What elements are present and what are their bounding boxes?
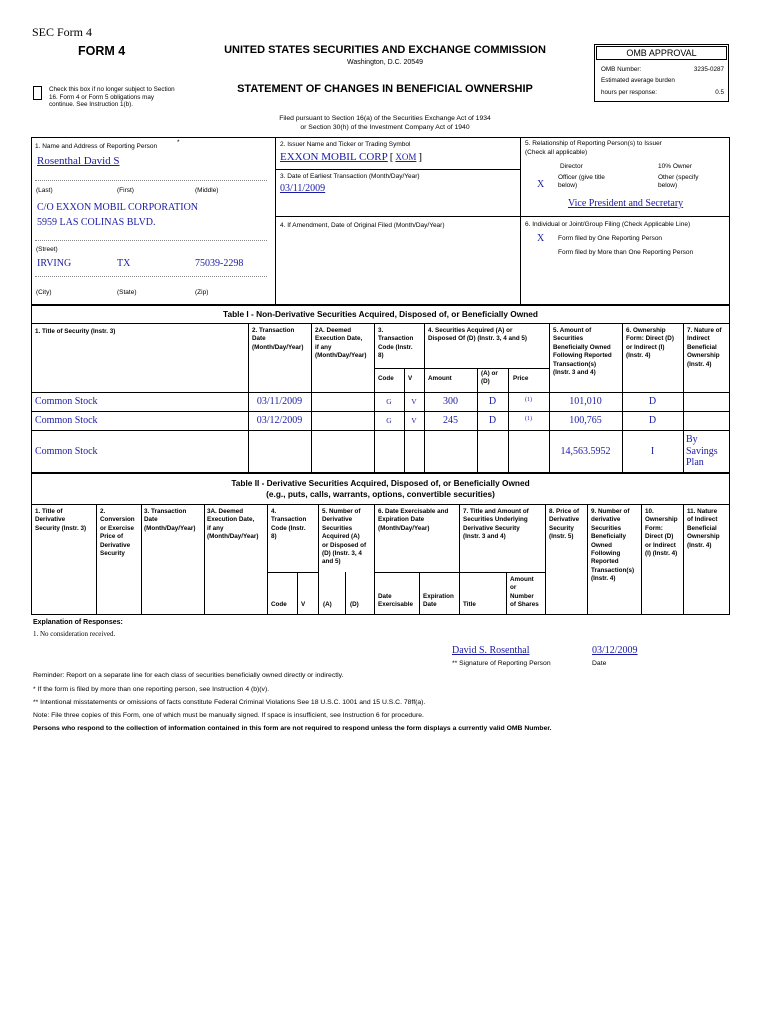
t2-h-a-sub: (A) [323,601,332,608]
t2-h-owned: 9. Number of derivative Securities Beneficially Owned Following Reported Transaction(s) (Instr. 4) [591,508,635,583]
explanation-label: Explanation of Responses: [33,619,123,626]
row2-v: V [411,416,417,425]
footnote-reminder: Reminder: Report on a separate line for each class of securities beneficially owned directly or indirectly. [33,672,344,679]
ten-pct-owner-label: 10% Owner [658,163,692,170]
omb-burden-label: Estimated average burden [601,77,675,84]
row2-aord: D [488,415,497,426]
footnote-note: Note: File three copies of this Form, one of which must be manually signed. If space is insufficient, see Instruction 6 for procedure. [33,712,424,719]
t2-h-date-ex-sub: Date Exercisable [378,593,414,609]
filed-pursuant-1: Filed pursuant to Section 16(a) of the Securities Exchange Act of 1934 [279,115,491,122]
state-label: (State) [117,289,137,296]
signature-label: ** Signature of Reporting Person [452,660,551,667]
t1-h-v-sub: V [408,375,413,382]
t2-h-deemed: 3A. Deemed Execution Date, if any (Month/Day/Year) [207,508,259,541]
agency-location: Washington, D.C. 20549 [346,59,423,66]
t1-h-price-sub: Price [513,375,529,382]
box4-label: 4. If Amendment, Date of Original Filed (Month/Day/Year) [280,222,445,229]
row1-date: 03/11/2009 [256,396,303,407]
officer-title: Vice President and Secretary [568,198,684,209]
signature-date: 03/12/2009 [592,645,638,656]
row3-form: I [650,446,655,457]
box5-label: 5. Relationship of Reporting Person(s) to Issuer [525,140,662,147]
footnote-persons: Persons who respond to the collection of information contained in this form are not required to respond unless the form displays a currently valid OMB Number. [33,725,552,732]
t2-h-ownership: 10. Ownership Form: Direct (D) or Indirect (I) (Instr. 4) [645,508,678,558]
other-label: Other (specify below) [658,174,699,190]
row2-code: G [386,416,392,425]
filed-pursuant-2: or Section 30(h) of the Investment Company Act of 1940 [300,124,470,131]
checkbox-note: Check this box if no longer subject to Section 16. Form 4 or Form 5 obligations may continue. See Instruction 1(b). [49,86,175,109]
footnote-star: * If the form is filed by more than one reporting person, see Instruction 4 (b)(v). [33,686,270,693]
row1-aord: D [488,396,497,407]
t1-h-code: 3. Transaction Code (Instr. 8) [378,327,414,360]
director-label: Director [560,163,583,170]
ticker-symbol: XOM [395,152,417,162]
table2-title1: Table II - Derivative Securities Acquired, Disposed of, or Beneficially Owned [231,478,530,488]
row2-owned: 100,765 [569,415,602,426]
zip-value: 75039-2298 [195,258,244,269]
t2-h-d-sub: (D) [350,601,359,608]
omb-title: OMB APPROVAL [596,46,727,60]
officer-check-mark: X [537,179,545,190]
t2-h-number: 5. Number of Derivative Securities Acquired (A) or Disposed of (D) (Instr. 3, 4 and 5) [322,508,367,566]
table1-title: Table I - Non-Derivative Securities Acquired, Disposed of, or Beneficially Owned [223,309,538,319]
statement-title: STATEMENT OF CHANGES IN BENEFICIAL OWNERSHIP [237,83,533,95]
t1-h-ownership: 6. Ownership Form: Direct (D) or Indirect (I) (Instr. 4) [626,327,674,360]
issuer-line [280,151,422,163]
omb-hours-label: hours per response: [601,89,658,96]
footnote-dstar: ** Intentional misstatements or omissions of facts constitute Federal Criminal Violations See 18 U.S.C. 1001 and 15 U.S.C. 78ff(a). [33,699,426,706]
issuer-name: EXXON MOBIL CORP [280,151,388,163]
t1-h-nature: 7. Nature of Indirect Beneficial Ownership (Instr. 4) [687,327,722,368]
row1-v: V [411,397,417,406]
address-line2: 5959 LAS COLINAS BLVD. [37,217,156,228]
t1-h-amount-owned: 5. Amount of Securities Beneficially Owned Following Reported Transaction(s) (Instr. 3 and 4) [553,327,612,377]
earliest-transaction-date: 03/11/2009 [280,183,326,194]
row1-amount: 300 [443,396,458,407]
t2-h-v-sub: V [301,601,306,608]
date-label: Date [592,660,607,667]
box6-label: 6. Individual or Joint/Group Filing (Check Applicable Line) [525,221,691,228]
city-value: IRVING [37,258,72,269]
row1-form: D [648,396,657,407]
box1-star: * [177,139,180,146]
t2-h-underlying: 7. Title and Amount of Securities Underlying Derivative Security (Instr. 3 and 4) [463,508,529,541]
doc-header: SEC Form 4 [32,25,93,39]
box1-label: 1. Name and Address of Reporting Person [35,143,158,150]
t1-h-acquired: 4. Securities Acquired (A) or Disposed Of (D) (Instr. 3, 4 and 5) [428,327,528,343]
t1-h-code-sub: Code [378,375,394,382]
row1-price: (1) [525,397,532,403]
t1-h-title: 1. Title of Security (Instr. 3) [35,328,116,335]
ticker-close-bracket: ] [418,151,422,163]
row3-nature: By Savings Plan [686,434,718,468]
last-label: (Last) [36,187,53,194]
t1-h-aord-sub: (A) or (D) [481,370,498,386]
t1-h-deemed: 2A. Deemed Execution Date, if any (Month/Day/Year) [315,327,367,360]
box2-label: 2. Issuer Name and Ticker or Trading Symbol [280,141,411,148]
row1-owned: 101,010 [569,396,602,407]
section16-checkbox[interactable] [33,86,42,100]
t1-h-date: 2. Transaction Date (Month/Day/Year) [252,327,304,351]
t1-h-amount-sub: Amount [428,375,452,382]
form-title: FORM 4 [78,44,126,58]
row2-form: D [648,415,657,426]
row3-owned: 14,563.5952 [560,446,611,457]
t2-h-nature: 11. Nature of Indirect Beneficial Ownership (Instr. 4) [687,508,720,549]
t2-h-amount-sub: Amount or Number of Shares [510,576,539,609]
t2-h-title-sub: Title [463,601,476,608]
box6-check-mark: X [537,233,545,244]
ticker-open-bracket: [ [389,151,394,163]
omb-hours-value: 0.5 [715,89,724,96]
t2-h-price: 8. Price of Derivative Security (Instr. 5) [549,508,580,541]
box3-label: 3. Date of Earliest Transaction (Month/Day/Year) [280,173,420,180]
box6-option2: Form filed by More than One Reporting Person [558,249,694,256]
row2-price: (1) [525,416,532,422]
row2-date: 03/12/2009 [256,415,303,426]
state-value: TX [117,258,131,269]
city-label: (City) [36,289,52,296]
omb-number-label: OMB Number: [601,66,642,73]
zip-label: (Zip) [195,289,209,296]
explanation-item1: 1. No consideration received. [33,630,116,638]
reporting-person-name: Rosenthal David S [37,155,120,167]
address-line1: C/O EXXON MOBIL CORPORATION [37,202,199,213]
middle-label: (Middle) [195,187,219,194]
t2-h-code: 4. Transaction Code (Instr. 8) [271,508,307,541]
row3-title: Common Stock [35,446,98,457]
box6-option1: Form filed by One Reporting Person [558,235,663,242]
row2-title: Common Stock [35,415,98,426]
t2-h-title: 1. Title of Derivative Security (Instr. 3) [35,508,87,532]
t2-h-exercisable: 6. Date Exercisable and Expiration Date (Month/Day/Year) [378,508,449,532]
omb-number-value: 3235-0287 [693,66,724,73]
t2-h-conversion: 2. Conversion or Exercise Price of Derivative Security [100,508,135,558]
t2-h-code-sub: Code [271,601,287,608]
row1-code: G [386,397,392,406]
first-label: (First) [117,187,134,194]
signature-name: David S. Rosenthal [452,645,530,656]
agency-title: UNITED STATES SECURITIES AND EXCHANGE COMMISSION [224,44,546,56]
box5-sub: (Check all applicable) [525,149,588,156]
table2-title2: (e.g., puts, calls, warrants, options, convertible securities) [266,489,495,499]
t2-h-date: 3. Transaction Date (Month/Day/Year) [144,508,196,532]
row2-amount: 245 [443,415,458,426]
t2-h-exp-sub: Expiration Date [423,593,454,609]
officer-label: Officer (give title below) [558,174,605,190]
street-label: (Street) [36,246,58,253]
row1-title: Common Stock [35,396,98,407]
